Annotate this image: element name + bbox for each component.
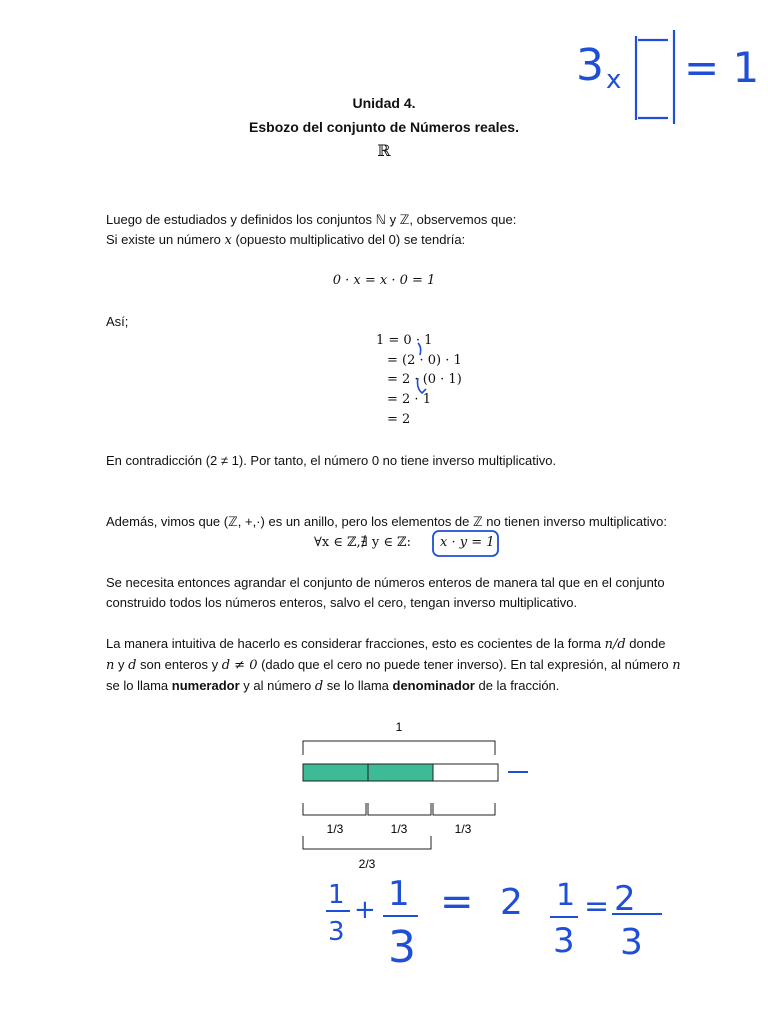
d-nonzero: d ≠ 0 bbox=[221, 658, 258, 673]
fraction-bar bbox=[303, 764, 498, 781]
need-line-2: construido todos los números enteros, salvo el cero, tengan inverso multiplicativo. bbox=[106, 595, 578, 610]
hw-num-3: 1 bbox=[556, 878, 576, 913]
ink-arrow-1 bbox=[418, 343, 421, 355]
asi-label: Así; bbox=[106, 314, 129, 329]
hw-den-4: 3 bbox=[620, 922, 643, 963]
fractions-text: de la fracción. bbox=[474, 678, 560, 693]
var-n: n bbox=[106, 658, 115, 673]
fraction-form: n/d bbox=[604, 637, 626, 652]
fractions-text: donde bbox=[625, 636, 666, 651]
intro-line-1: Luego de estudiados y definidos los conjuntos ℕ y ℤ, observemos que: bbox=[106, 212, 517, 227]
main-equation: 0 · x = x · 0 = 1 bbox=[332, 273, 436, 288]
term-denominador: denominador bbox=[392, 678, 475, 693]
unit-heading: Unidad 4. bbox=[352, 95, 416, 111]
contradiction-text: En contradicción (2 ≠ 1). Por tanto, el número 0 no tiene inverso multiplicativo. bbox=[106, 453, 557, 468]
fractions-text: se lo llama bbox=[323, 678, 393, 693]
hw-num-2: 1 bbox=[388, 874, 410, 914]
term-numerador: numerador bbox=[171, 678, 240, 693]
hw-num-1: 1 bbox=[328, 880, 345, 910]
need-line-1: Se necesita entonces agrandar el conjunto de números enteros de manera tal que en el conjunto bbox=[106, 575, 665, 590]
hw-box bbox=[636, 30, 674, 124]
derivation-line-5: = 2 bbox=[387, 412, 411, 427]
handwriting-bottom bbox=[326, 874, 662, 973]
intro-text: Si existe un número bbox=[106, 232, 225, 247]
page-title: Esbozo del conjunto de Números reales. bbox=[249, 119, 519, 135]
reals-symbol: ℝ bbox=[377, 141, 391, 160]
ring-formula-boxed: x · y = 1 bbox=[440, 535, 495, 550]
intro-text-end: (opuesto multiplicativo del 0) se tendría: bbox=[231, 232, 466, 247]
hw-times: x bbox=[606, 65, 622, 95]
fractions-text: y bbox=[114, 657, 129, 672]
sum-label: 2/3 bbox=[358, 857, 376, 871]
hw-plus: + bbox=[354, 895, 376, 925]
derivation-line-3: = 2 · (0 · 1) bbox=[387, 372, 462, 387]
derivation-line-1: 1 = 0 · 1 bbox=[376, 333, 433, 348]
fractions-text: La manera intuitiva de hacerlo es considerar fracciones, esto es cocientes de la forma bbox=[106, 636, 605, 651]
fractions-text: y al número bbox=[239, 678, 315, 693]
handwriting-top bbox=[576, 30, 759, 124]
var-n: n bbox=[672, 658, 681, 673]
hw-equals-1: = bbox=[440, 879, 474, 925]
ink-arrow-2 bbox=[418, 378, 427, 393]
fractions-text: son enteros y bbox=[136, 657, 222, 672]
segment-label-2: 1/3 bbox=[390, 822, 408, 836]
hw-den-1: 3 bbox=[328, 917, 345, 947]
filled-part bbox=[303, 764, 368, 781]
hw-den-2: 3 bbox=[388, 922, 416, 973]
var-d: d bbox=[128, 658, 137, 673]
fractions-text: (dado que el cero no puede tener inverso). En tal expresión, al número bbox=[257, 657, 673, 672]
whole-bracket bbox=[303, 741, 495, 755]
hw-num-4: 2 bbox=[614, 879, 636, 919]
hw-den-3: 3 bbox=[553, 921, 575, 961]
hw-three: 3 bbox=[576, 40, 604, 91]
ring-formula: ∀x ∈ ℤ,∄ y ∈ ℤ: bbox=[314, 535, 411, 550]
segment-label-3: 1/3 bbox=[454, 822, 472, 836]
fractions-text: se lo llama bbox=[106, 678, 172, 693]
variable-x: x bbox=[224, 233, 232, 248]
derivation-line-2: = (2 · 0) · 1 bbox=[387, 353, 462, 368]
empty-part bbox=[433, 764, 498, 781]
hw-equals-2: = bbox=[584, 889, 610, 924]
ring-text: Además, vimos que (ℤ, +,·) es un anillo, pero los elementos de ℤ no tienen inverso multiplicativo: bbox=[106, 514, 667, 529]
filled-part bbox=[368, 764, 433, 781]
derivation-line-4: = 2 · 1 bbox=[387, 392, 431, 407]
segment-label-1: 1/3 bbox=[326, 822, 344, 836]
hw-two: 2 bbox=[500, 882, 523, 923]
ink-box bbox=[433, 531, 498, 556]
whole-label: 1 bbox=[395, 720, 403, 734]
var-d: d bbox=[314, 679, 324, 694]
hw-equals-one: = 1 bbox=[684, 43, 760, 92]
